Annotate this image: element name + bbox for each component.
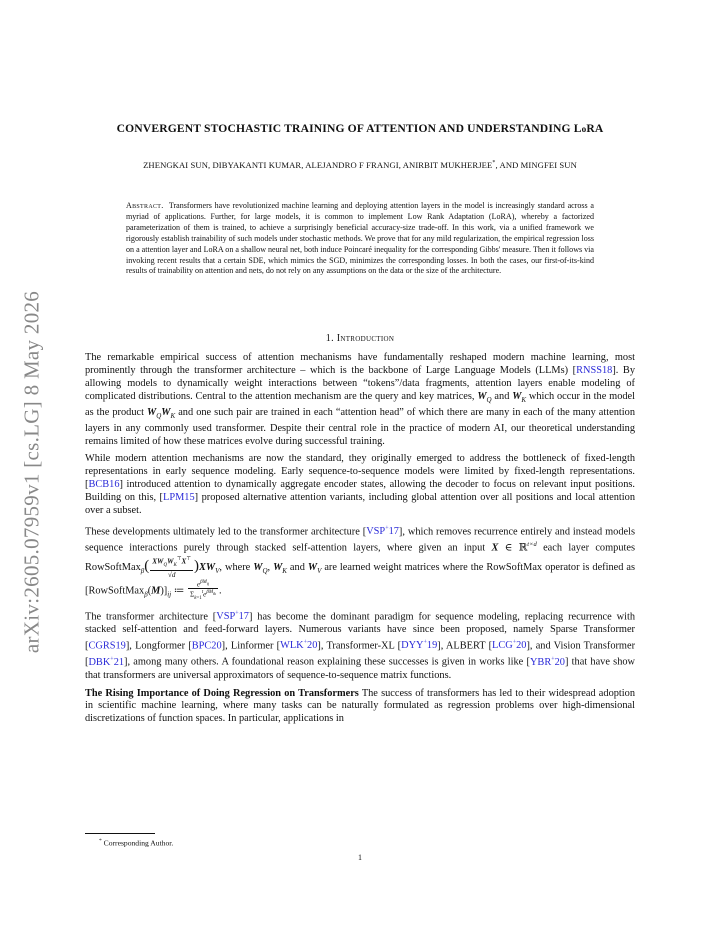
citation-link[interactable]: VSP+17: [216, 610, 249, 623]
citation-link[interactable]: BCB16: [88, 479, 120, 491]
citation-link[interactable]: WLK+20: [280, 639, 318, 652]
citation-link[interactable]: LPM15: [163, 492, 195, 504]
citation-link[interactable]: YBR+20: [529, 656, 565, 668]
body-text: [85, 352, 635, 731]
paragraph-2: While modern attention mechanisms are now the standard, they originally emerged to address the bottleneck of fixed-length representations in early sequence modeling. Early sequence-to-sequence models were limited by fixed-length representations. [BCB16] introduced attention to dynamically aggregate encoder states, allowing the decoder to focus on relevant input positions. Building on this, [LPM15] proposed alternative attention variants, including global attention over all positions and local attention over a subset.: [85, 453, 635, 517]
citation-link[interactable]: VSP+17: [366, 526, 399, 538]
paragraph-4: The transformer architecture [VSP+17] has become the dominant paradigm for sequence modeling, replacing recurrence with stacked self-attention and feed-forward layers. Numerous variants have since been proposed, namely Sparse Transformer [CGRS19], Longformer [BPC20], Linformer [WLK+20], Transformer-XL [DYY+19], ALBERT [LCG+20], and Vision Transformer [DBK+21], among many others. A foundational reason explaining these successes is given in works like [YBR+20] that have show that transformers are universal approximators of sequence-to-sequence matrix functions.: [85, 610, 636, 681]
arxiv-stamp: [8, 262, 56, 682]
citation-link[interactable]: CGRS19: [88, 640, 126, 652]
paragraph-heading: The Rising Importance of Doing Regression on Transformers: [85, 687, 359, 699]
paper-title: CONVERGENT STOCHASTIC TRAINING OF ATTENTION AND UNDERSTANDING LoRA: [116, 122, 604, 135]
footnote: * Corresponding Author.: [99, 838, 174, 848]
paragraph-3: These developments ultimately led to the transformer architecture [VSP+17], which removes recurrence entirely and instead models sequence interactions purely through stacked self-attention layers, where given an input X ∈ ℝ$^{t\times d}$ each layer computes RowSoftMax$_\beta$( $\frac{XW_QW_K^⊤X^⊤}{√d}$ )$XW_V$, where $W_Q$, $W_K$ and $W_V$ are learned weight matrices where the RowSoftMax operator is defined as $[RowSoftMax_\beta(M)]_{ij}$ ≔ $\frac{e^{\beta M_{ij}}}{\Sigma_{k=1}^te^{\beta M_{ik}}}$ .: [85, 526, 636, 601]
paragraph-1: The remarkable empirical success of attention mechanisms have fundamentally reshaped modern machine learning, most prominently through the transformer architecture – which is the backbone of Large Language Models (LLMs) [RNSS18]. By allowing models to dynamically weight interactions between “tokens”/data fragments, attention layers enable modeling of complicated distributions. Central to the attention mechanism are the query and key matrices, $W_Q$ and $W_K$ which occur in the model as the product $W_QW_K$ and one such pair are trained in each “attention head” of which there are many in each of the many attention layers in any commonly used transformer. Despite their central role in the practice of modern AI, our theoretical understanding remains limited of how these matrices evolve during successful training.: [85, 352, 636, 447]
abstract-text: Transformers have revolutionized machine learning and deploying attention layers in the model is increasingly standard across a myriad of applications. Further, for large models, it is common to implement Low Rank Adaptation (LoRA), whereby a factorized parameterization of them is trained, to achieve a surprisingly beneficial accuracy-size trade-off. In this work, via a unified framework we rigorously establish trainability of such models under stochastic methods. We prove that for any mild regularization, the empirical regression loss on a attention layer and LoRA on a shallow neural net, both induce Poincaré inequality for the corresponding Gibbs' measure. Then it follows via invoking recent results that a certain SDE, which mimics the SGD, minimizes the corresponding losses. In both the cases, our first-of-its-kind results of trainability on attention and nets, do not rely on any assumptions on the data or the size of the architecture.: [126, 201, 594, 276]
arxiv-stamp-text: arXiv:2605.07959v1 [cs.LG] 8 May 2026: [19, 290, 44, 654]
citation-link[interactable]: DYY+19: [401, 639, 438, 652]
author-list: ZHENGKAI SUN, DIBYAKANTI KUMAR, ALEJANDRO F FRANGI, ANIRBIT MUKHERJEE*, AND MINGFEI SUN: [143, 160, 577, 170]
paragraph-5: The Rising Importance of Doing Regression on Transformers The success of transformers has led to their widespread adoption in scientific machine learning, where many tasks can be naturally formulated as regression problems over high-dimensional discretizations of function spaces. In particular, applications in: [85, 687, 635, 725]
section-heading: 1. Introduction: [325, 333, 395, 344]
citation-link[interactable]: BPC20: [191, 640, 222, 652]
abstract-label: Abstract.: [126, 201, 164, 210]
abstract: [126, 201, 594, 277]
footnote-rule: [85, 833, 155, 834]
page-number: 1: [358, 853, 362, 862]
citation-link[interactable]: RNSS18: [576, 364, 613, 376]
citation-link[interactable]: LCG+20: [492, 639, 527, 652]
citation-link[interactable]: DBK+21: [88, 656, 125, 668]
